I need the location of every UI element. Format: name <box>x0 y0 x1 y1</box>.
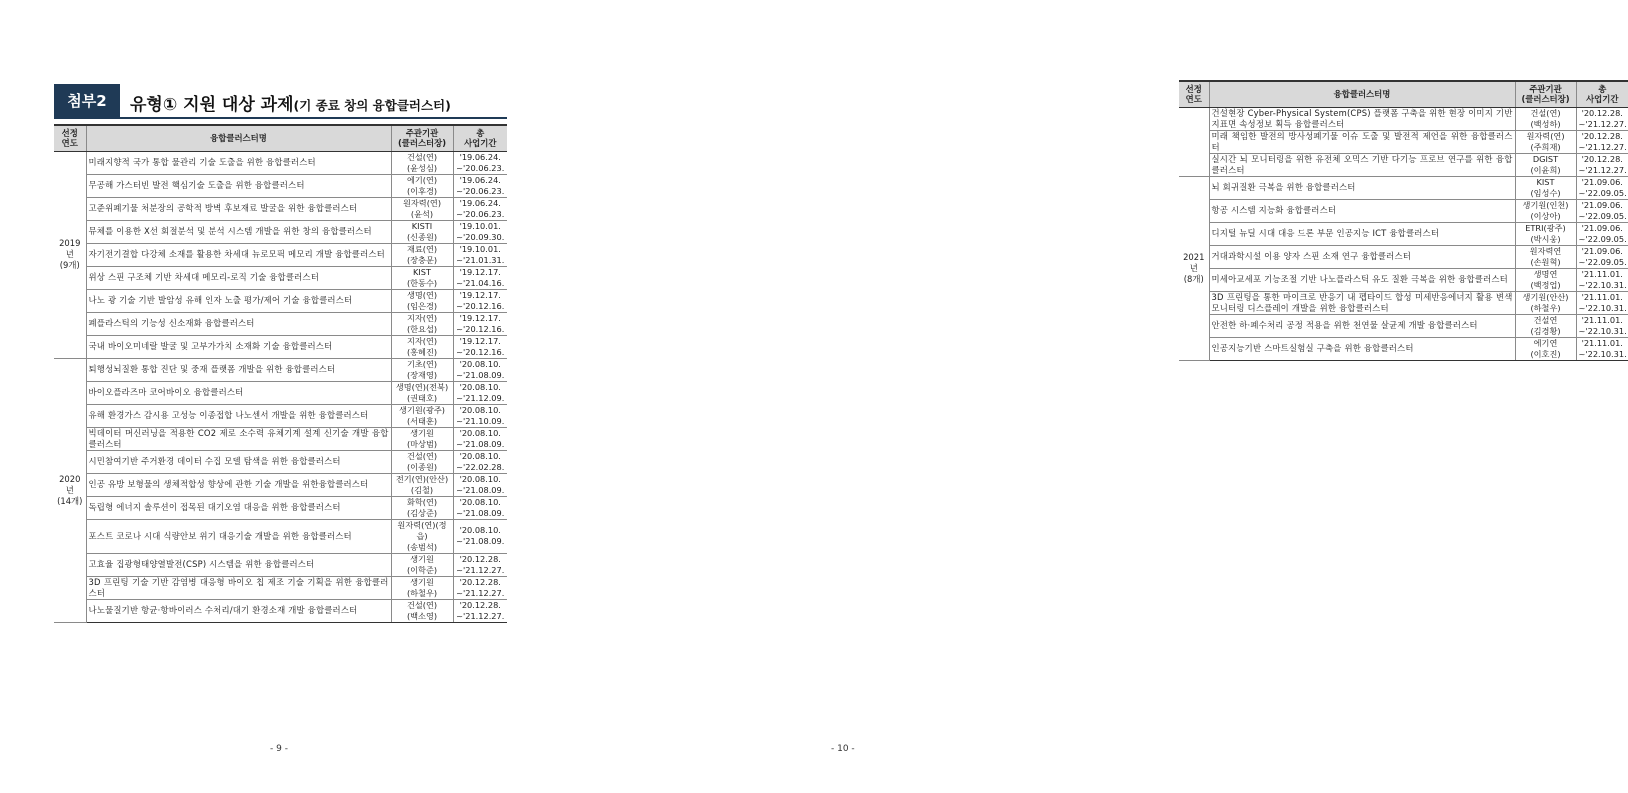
period-cell: '21.11.01. ~'22.10.31. <box>1576 337 1628 360</box>
cluster-name-cell: 뇌 회귀질환 극복을 위한 융합클러스터 <box>1209 176 1515 199</box>
table-row <box>54 599 507 622</box>
table-row <box>54 381 507 404</box>
table-row <box>54 151 507 174</box>
period-cell: '20.12.28. ~'21.12.27. <box>453 599 507 622</box>
cluster-name-cell: 폐플라스틱의 기능성 신소재화 융합클러스터 <box>86 312 391 335</box>
period-cell: '20.12.28. ~'21.12.27. <box>453 553 507 576</box>
cluster-name-cell: 건설현장 Cyber-Physical System(CPS) 플랫폼 구축을 위한 현장 이미지 기반 지표면 속성정보 획득 융합클러스터 <box>1209 107 1515 130</box>
cluster-name-cell: 국내 바이오미네랄 발굴 및 고부가가치 소재화 기술 융합클러스터 <box>86 335 391 358</box>
header-year: 선정 연도 <box>1179 81 1209 107</box>
organization-cell: 생기원 (하철우) <box>391 576 453 599</box>
cluster-name-cell: 디지털 뉴딜 시대 대응 드론 부문 인공지능 ICT 융합클러스터 <box>1209 222 1515 245</box>
page-right <box>560 0 1627 793</box>
organization-cell: 에기연 (이호진) <box>1515 337 1576 360</box>
cluster-name-cell: 미래 책임한 발전의 방사성폐기물 이슈 도출 및 발전적 제언을 위한 융합클러스터 <box>1209 130 1515 153</box>
table-row <box>54 427 507 450</box>
organization-cell: 원자력(연) (주희재) <box>1515 130 1576 153</box>
table-row <box>54 358 507 381</box>
period-cell: '20.12.28. ~'21.12.27. <box>1576 130 1628 153</box>
cluster-name-cell: 위상 스핀 구조체 기반 차세대 메모리-로직 기술 융합클러스터 <box>86 266 391 289</box>
table-row <box>54 197 507 220</box>
table-row <box>54 473 507 496</box>
period-cell: '19.10.01. ~'20.09.30. <box>453 220 507 243</box>
organization-cell: 재료(연) (장충문) <box>391 243 453 266</box>
header-org: 주관기관 (클러스터장) <box>391 125 453 151</box>
table-row <box>54 576 507 599</box>
organization-cell: 생기원 (이학준) <box>391 553 453 576</box>
organization-cell: 기초(연) (장재영) <box>391 358 453 381</box>
cluster-name-cell: 독립형 에너지 솔루션이 접목된 대기오염 대응을 위한 융합클러스터 <box>86 496 391 519</box>
cluster-name-cell: 실시간 뇌 모니터링을 위한 유전체 오믹스 기반 다기능 프로브 연구를 위한 융합 클러스터 <box>1209 153 1515 176</box>
cluster-name-cell: 안전한 하·폐수처리 공정 적용을 위한 천연물 살균제 개발 융합클러스터 <box>1209 314 1515 337</box>
period-cell: '20.08.10. ~'21.08.09. <box>453 358 507 381</box>
organization-cell: 에기(연) (이후경) <box>391 174 453 197</box>
cluster-table-right <box>1179 80 1628 361</box>
period-cell: '19.12.17. ~'20.12.16. <box>453 335 507 358</box>
period-cell: '21.09.06. ~'22.09.05. <box>1576 222 1628 245</box>
header-period: 총 사업기간 <box>453 125 507 151</box>
organization-cell: 생명(연)(전북) (권태호) <box>391 381 453 404</box>
title-bar <box>54 84 507 119</box>
table-row <box>1179 199 1628 222</box>
period-cell: '20.08.10. ~'21.08.09. <box>453 427 507 450</box>
table-row <box>54 312 507 335</box>
organization-cell: 지자(연) (한요섭) <box>391 312 453 335</box>
organization-cell: 생기원(안산) (하철우) <box>1515 291 1576 314</box>
organization-cell: 생명연 (백정업) <box>1515 268 1576 291</box>
table-row <box>54 450 507 473</box>
cluster-name-cell: 포스트 코로나 시대 식량안보 위기 대응기술 개발을 위한 융합클러스터 <box>86 519 391 553</box>
period-cell: '19.06.24. ~'20.06.23. <box>453 151 507 174</box>
year-cell: 2019년 (9개) <box>54 151 86 358</box>
period-cell: '19.12.17. ~'20.12.16. <box>453 289 507 312</box>
table-row <box>54 519 507 553</box>
table-row <box>1179 337 1628 360</box>
cluster-name-cell: 고효율 집광형태양열발전(CSP) 시스템을 위한 융합클러스터 <box>86 553 391 576</box>
period-cell: '21.11.01. ~'22.10.31. <box>1576 268 1628 291</box>
table-row <box>54 553 507 576</box>
cluster-name-cell: 무공해 가스터빈 발전 핵심기술 도출을 위한 융합클러스터 <box>86 174 391 197</box>
table-row <box>1179 291 1628 314</box>
cluster-name-cell: 인공 유방 보형물의 생체적합성 향상에 관한 기술 개발을 위한융합클러스터 <box>86 473 391 496</box>
table-row <box>1179 245 1628 268</box>
year-cell: 2021년 (8개) <box>1179 176 1209 360</box>
cluster-table-left <box>54 124 507 623</box>
period-cell: '19.06.24. ~'20.06.23. <box>453 197 507 220</box>
cluster-name-cell: 퇴행성뇌질환 통합 진단 및 중재 플랫폼 개발을 위한 융합클러스터 <box>86 358 391 381</box>
table-row <box>54 266 507 289</box>
cluster-name-cell: 항공 시스템 지능화 융합클러스터 <box>1209 199 1515 222</box>
period-cell: '20.08.10. ~'22.02.28. <box>453 450 507 473</box>
organization-cell: 건설(연) (윤성심) <box>391 151 453 174</box>
table-row <box>54 496 507 519</box>
period-cell: '21.09.06. ~'22.09.05. <box>1576 176 1628 199</box>
period-cell: '21.11.01. ~'22.10.31. <box>1576 314 1628 337</box>
cluster-name-cell: 뮤체를 이용한 X선 회절분석 및 분석 시스템 개발을 위한 창의 융합클러스터 <box>86 220 391 243</box>
cluster-name-cell: 고준위폐기물 처분장의 공학적 방벽 후보재료 발굴을 위한 융합클러스터 <box>86 197 391 220</box>
table-row <box>54 220 507 243</box>
period-cell: '21.09.06. ~'22.09.05. <box>1576 245 1628 268</box>
header-period: 총 사업기간 <box>1576 81 1628 107</box>
organization-cell: 생기원 (마상범) <box>391 427 453 450</box>
cluster-name-cell: 미래지향적 국가 통합 물관리 기술 도출을 위한 융합클러스터 <box>86 151 391 174</box>
period-cell: '20.08.10. ~'21.08.09. <box>453 519 507 553</box>
table-row <box>1179 176 1628 199</box>
cluster-name-cell: 나노 광 기술 기반 발암성 유해 인자 노출 평가/제어 기술 융합클러스터 <box>86 289 391 312</box>
year-cell: 2020년 (14개) <box>54 358 86 622</box>
period-cell: '21.09.06. ~'22.09.05. <box>1576 199 1628 222</box>
year-cell <box>1179 107 1209 176</box>
period-cell: '20.12.28. ~'21.12.27. <box>1576 153 1628 176</box>
period-cell: '20.08.10. ~'21.08.09. <box>453 496 507 519</box>
table-row <box>54 243 507 266</box>
organization-cell: 지자(연) (홍혜진) <box>391 335 453 358</box>
cluster-name-cell: 3D 프린팅 기술 기반 감염병 대응형 바이오 칩 제조 기술 기획을 위한 융합클러스터 <box>86 576 391 599</box>
header-name: 융합클러스터명 <box>1209 81 1515 107</box>
organization-cell: KIST (한동수) <box>391 266 453 289</box>
cluster-name-cell: 나노물질기반 항균·항바이러스 수처리/대기 환경소재 개발 융합클러스터 <box>86 599 391 622</box>
organization-cell: 원자력(연)(정읍) (송범석) <box>391 519 453 553</box>
table-row <box>1179 222 1628 245</box>
organization-cell: 건설(연) (이종원) <box>391 450 453 473</box>
cluster-name-cell: 시민참여기반 주거환경 데이터 수집 모델 탐색을 위한 융합클러스터 <box>86 450 391 473</box>
cluster-name-cell: 인공지능기반 스마트실험실 구축을 위한 융합클러스터 <box>1209 337 1515 360</box>
cluster-name-cell: 미세아교세포 기능조절 기반 나노플라스틱 유도 질환 극복을 위한 융합클러스터 <box>1209 268 1515 291</box>
cluster-name-cell: 바이오플라즈마 코어바이오 융합클러스터 <box>86 381 391 404</box>
period-cell: '20.12.28. ~'21.12.27. <box>453 576 507 599</box>
header-year: 선정 연도 <box>54 125 86 151</box>
organization-cell: DGIST (이윤희) <box>1515 153 1576 176</box>
organization-cell: KIST (임성수) <box>1515 176 1576 199</box>
table-row <box>1179 314 1628 337</box>
organization-cell: 전기(연)(안산) (김철) <box>391 473 453 496</box>
table-row <box>1179 268 1628 291</box>
page-title <box>130 90 451 115</box>
period-cell: '19.12.17. ~'21.04.16. <box>453 266 507 289</box>
table-row <box>54 174 507 197</box>
period-cell: '21.11.01. ~'22.10.31. <box>1576 291 1628 314</box>
table-row <box>1179 153 1628 176</box>
page-number: - 9 - <box>270 744 288 754</box>
organization-cell: 화학(연) (김상준) <box>391 496 453 519</box>
attachment-badge: 첨부2 <box>54 84 120 117</box>
period-cell: '20.08.10. ~'21.12.09. <box>453 381 507 404</box>
organization-cell: ETRI(광주) (박시웅) <box>1515 222 1576 245</box>
header-org: 주관기관 (클러스터장) <box>1515 81 1576 107</box>
period-cell: '20.12.28. ~'21.12.27. <box>1576 107 1628 130</box>
cluster-name-cell: 거대과학시설 이용 양자 스핀 소재 연구 융합클러스터 <box>1209 245 1515 268</box>
organization-cell: 건설(연) (백성하) <box>1515 107 1576 130</box>
period-cell: '20.08.10. ~'21.08.09. <box>453 473 507 496</box>
cluster-name-cell: 3D 프린팅을 통한 마이크로 반응기 내 펩타이드 합성 미세반응에너지 활용 변색 모니터링 디스플레이 개발을 위한 융합클러스터 <box>1209 291 1515 314</box>
period-cell: '19.12.17. ~'20.12.16. <box>453 312 507 335</box>
page-left <box>0 0 560 793</box>
table-row <box>1179 107 1628 130</box>
table-row <box>54 335 507 358</box>
table-row <box>54 289 507 312</box>
organization-cell: 생명(연) (임은경) <box>391 289 453 312</box>
cluster-name-cell: 빅데이터 머신러닝을 적용한 CO2 제로 소수력 유체기계 설계 신기술 개발 융합클러스터 <box>86 427 391 450</box>
organization-cell: 건설연 (김경황) <box>1515 314 1576 337</box>
table-row <box>1179 130 1628 153</box>
organization-cell: KISTI (신종원) <box>391 220 453 243</box>
page-number: - 10 - <box>831 744 855 754</box>
organization-cell: 생기원(광주) (서태훈) <box>391 404 453 427</box>
organization-cell: 생기원(인천) (이상아) <box>1515 199 1576 222</box>
period-cell: '19.10.01. ~'21.01.31. <box>453 243 507 266</box>
organization-cell: 원자력연 (손원혁) <box>1515 245 1576 268</box>
cluster-name-cell: 자기전기결합 다강체 소재를 활용한 차세대 뉴로모픽 메모리 개발 융합클러스터 <box>86 243 391 266</box>
period-cell: '20.08.10. ~'21.10.09. <box>453 404 507 427</box>
title-subtitle: (기 종료 창의 융합클러스터) <box>293 98 451 113</box>
table-row <box>54 404 507 427</box>
organization-cell: 건설(연) (백소영) <box>391 599 453 622</box>
header-name: 융합클러스터명 <box>86 125 391 151</box>
title-main: 유형① 지원 대상 과제 <box>130 95 294 115</box>
organization-cell: 원자력(연) (윤석) <box>391 197 453 220</box>
cluster-name-cell: 유해 환경가스 감시용 고성능 이종접합 나노센서 개발을 위한 융합클러스터 <box>86 404 391 427</box>
period-cell: '19.06.24. ~'20.06.23. <box>453 174 507 197</box>
